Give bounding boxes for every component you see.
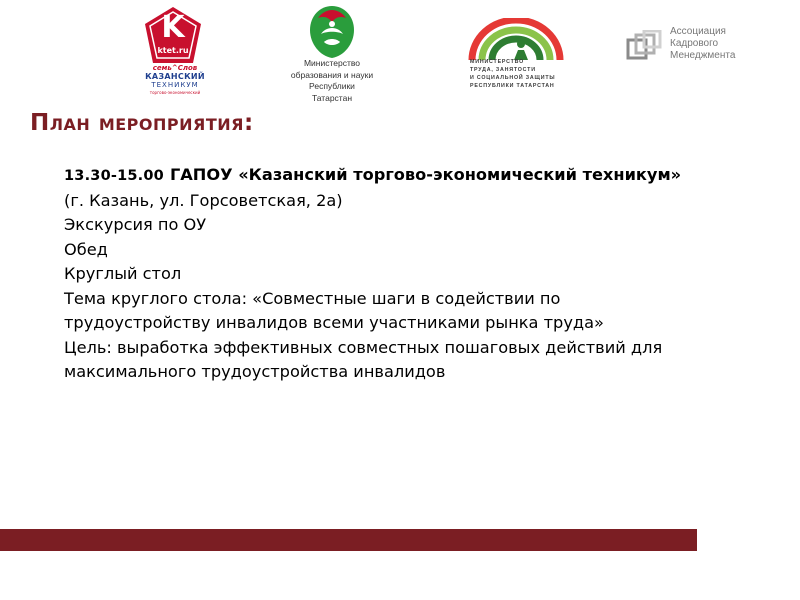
schedule-line — [64, 163, 784, 189]
technikum-letter: K — [161, 10, 185, 45]
agenda-item: Обед — [64, 239, 108, 259]
education-ministry-caption — [272, 58, 392, 104]
association-caption-line: Ассоциация — [670, 26, 726, 37]
event-time: 13.30-15.00 — [64, 168, 164, 184]
association-caption-line: Кадрового — [670, 38, 719, 49]
goal-text: Цель: выработка эффективных совместных пошаговых действий для — [64, 337, 663, 357]
association-logo — [626, 26, 756, 70]
education-caption-line: образования и науки — [290, 69, 374, 80]
education-caption-line: Республики — [309, 81, 355, 91]
rainbow-arches-icon — [466, 18, 566, 62]
education-ministry-logo — [272, 4, 392, 108]
technikum-line4: торгово-экономический — [149, 90, 201, 95]
page-title: План мероприятия: — [30, 110, 254, 136]
labour-caption-line: И СОЦИАЛЬНОЙ ЗАЩИТЫ — [470, 75, 556, 81]
logo-strip — [0, 0, 800, 110]
labour-ministry-logo — [466, 18, 566, 98]
stacked-squares-icon — [626, 30, 664, 62]
labour-caption-line: ТРУДА, ЗАНЯТОСТИ — [470, 67, 536, 73]
round-table-topic: Тема круглого стола: «Совместные шаги в содействии по — [64, 288, 561, 308]
event-plan — [64, 163, 784, 385]
technikum-line3: ТЕХНИКУМ — [151, 81, 199, 89]
education-caption-line: Министерство — [303, 58, 361, 68]
technikum-site: ktet.ru — [157, 46, 189, 55]
technikum-logo — [138, 4, 210, 96]
footer-bar — [0, 529, 697, 551]
agenda-item: Экскурсия по ОУ — [64, 215, 207, 234]
association-caption-line: Менеджмента — [670, 50, 736, 61]
technikum-line2: КАЗАНСКИЙ — [145, 72, 205, 81]
event-organization: ГАПОУ «Казанский торгово-экономический техникум» — [169, 165, 682, 184]
association-caption — [670, 26, 760, 62]
labour-caption-line: РЕСПУБЛИКИ ТАТАРСТАН — [470, 83, 555, 89]
goal-text: максимального трудоустройства инвалидов — [64, 362, 446, 381]
labour-ministry-caption — [470, 58, 566, 90]
education-caption-line: Татарстан — [311, 92, 353, 103]
technikum-line1: семь^Слов — [152, 64, 198, 72]
labour-caption-line: МИНИСТЕРСТВО — [470, 59, 525, 65]
round-table-topic: трудоустройству инвалидов всеми участниками рынка труда» — [64, 313, 604, 332]
tatarstan-emblem-icon — [302, 4, 362, 60]
event-address: (г. Казань, ул. Горсоветская, 2а) — [64, 190, 343, 210]
agenda-item: Круглый стол — [64, 264, 182, 283]
